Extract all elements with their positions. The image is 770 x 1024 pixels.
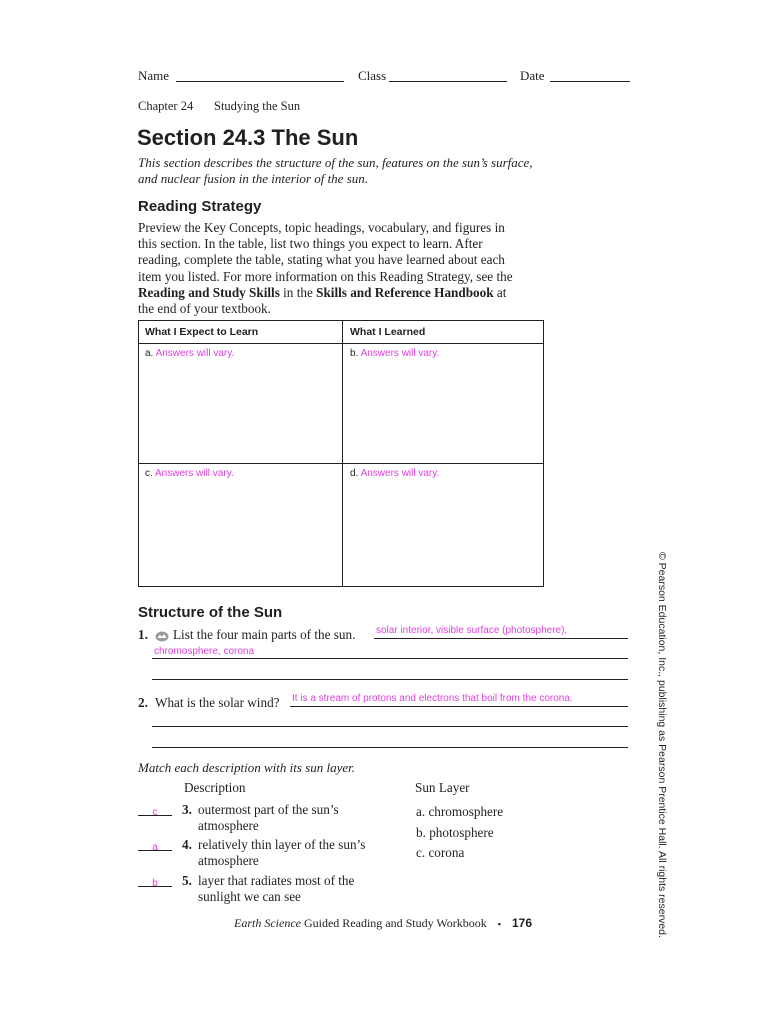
reading-strategy-heading: Reading Strategy — [138, 198, 262, 215]
section-title: Section 24.3 The Sun — [137, 125, 359, 150]
page-number: 176 — [511, 916, 533, 930]
table-cell-b[interactable] — [350, 348, 439, 359]
q1-answer-line-3[interactable] — [152, 666, 628, 680]
text-span: at — [493, 284, 507, 300]
text-line: outermost part of the sun’s — [198, 802, 339, 817]
date-label: Date — [520, 68, 545, 83]
match-item-number: 3. — [182, 802, 192, 817]
answer-text: It is a stream of protons and electrons that boil from the corona. — [292, 693, 573, 704]
match-answer-field[interactable] — [138, 802, 172, 816]
table-cell-c[interactable] — [145, 468, 234, 479]
sun-layer-header: Sun Layer — [415, 780, 470, 795]
sun-layer-list — [416, 802, 503, 864]
col-header-learned: What I Learned — [350, 326, 426, 338]
q2-answer-line-1[interactable] — [290, 693, 628, 707]
reading-strategy-text — [138, 220, 548, 317]
bold-term: Reading and Study Skills — [138, 284, 280, 300]
chapter-title: Studying the Sun — [214, 99, 301, 113]
text-line — [138, 285, 548, 301]
text-line: atmosphere — [198, 818, 259, 834]
q1-text: List the four main parts of the sun. — [173, 627, 356, 642]
text-line: reading, complete the table, stating what you have learned about each — [138, 252, 505, 268]
q1-answer-line-1[interactable] — [374, 625, 628, 639]
q2-number: 2. — [138, 695, 148, 710]
name-field[interactable] — [176, 68, 344, 82]
bold-term: Skills and Reference Handbook — [316, 284, 494, 300]
q1-answer-line-2[interactable] — [152, 645, 628, 659]
table-cell-d[interactable] — [350, 468, 439, 479]
sun-layer-option: a. chromosphere — [416, 804, 504, 819]
text-line: atmosphere — [198, 853, 259, 869]
text-line: sunlight we can see — [198, 889, 301, 905]
answer-text: solar interior, visible surface (photosphere), — [376, 625, 568, 636]
date-field[interactable] — [550, 68, 630, 82]
cell-answer: Answers will vary. — [155, 468, 234, 479]
text-line: this section. In the table, list two things you expect to learn. After — [138, 236, 483, 252]
cell-answer: Answers will vary. — [360, 468, 440, 479]
intro-line: and nuclear fusion in the interior of the sun. — [138, 171, 369, 186]
chapter-number: Chapter 24 — [138, 99, 194, 113]
book-title-italic: Earth Science — [234, 916, 301, 930]
bullet-icon: ▪ — [497, 919, 501, 929]
q1-number: 1. — [138, 627, 148, 642]
description-header: Description — [184, 780, 246, 795]
section-intro — [138, 155, 533, 187]
answer-text: b — [152, 878, 158, 889]
answer-text: chromosphere, corona — [154, 646, 255, 657]
class-label: Class — [358, 68, 387, 83]
page-footer — [234, 916, 532, 931]
col-header-expect: What I Expect to Learn — [145, 326, 259, 338]
class-field[interactable] — [389, 68, 507, 82]
text-line: item you listed. For more information on this Reading Strategy, see the — [138, 268, 513, 284]
book-title: Guided Reading and Study Workbook — [300, 916, 487, 930]
cell-letter: b. — [350, 348, 359, 359]
match-instruction: Match each description with its sun layer. — [138, 760, 356, 775]
sun-layer-option: b. photosphere — [416, 824, 494, 840]
match-answer-field[interactable] — [138, 837, 172, 851]
structure-heading: Structure of the Sun — [138, 604, 283, 621]
table-cell-a[interactable] — [145, 348, 234, 359]
text-line: relatively thin layer of the sun’s — [198, 837, 366, 852]
match-item-description — [198, 837, 365, 869]
text-span: in the — [279, 284, 317, 300]
q2-text: What is the solar wind? — [155, 695, 280, 710]
text-line: layer that radiates most of the — [198, 873, 355, 888]
match-item-description — [198, 873, 354, 905]
answer-text: c — [152, 807, 158, 818]
match-item-number: 4. — [182, 837, 192, 852]
copyright-notice — [656, 552, 672, 938]
match-item-number: 5. — [182, 873, 192, 888]
reading-strategy-table — [138, 320, 544, 587]
text-line: the end of your textbook. — [138, 301, 271, 317]
copyright-text: © Pearson Education, Inc., publishing as Pearson Prentice Hall. All rights reserved. — [656, 552, 668, 938]
cell-letter: a. — [145, 348, 154, 359]
q2-answer-line-2[interactable] — [152, 713, 628, 727]
match-item-description — [198, 802, 339, 834]
cell-answer: Answers will vary. — [155, 348, 235, 359]
sun-layer-option: c. corona — [416, 845, 465, 860]
cell-letter: d. — [350, 468, 359, 479]
match-answer-field[interactable] — [138, 873, 172, 887]
answer-text: a — [152, 842, 158, 853]
name-label: Name — [138, 68, 170, 83]
cell-answer: Answers will vary. — [360, 348, 440, 359]
intro-line: This section describes the structure of the sun, features on the sun’s surface, — [138, 155, 533, 170]
text-line: Preview the Key Concepts, topic headings, vocabulary, and figures in — [138, 220, 505, 235]
cell-letter: c. — [145, 468, 153, 479]
q2-answer-line-3[interactable] — [152, 734, 628, 748]
